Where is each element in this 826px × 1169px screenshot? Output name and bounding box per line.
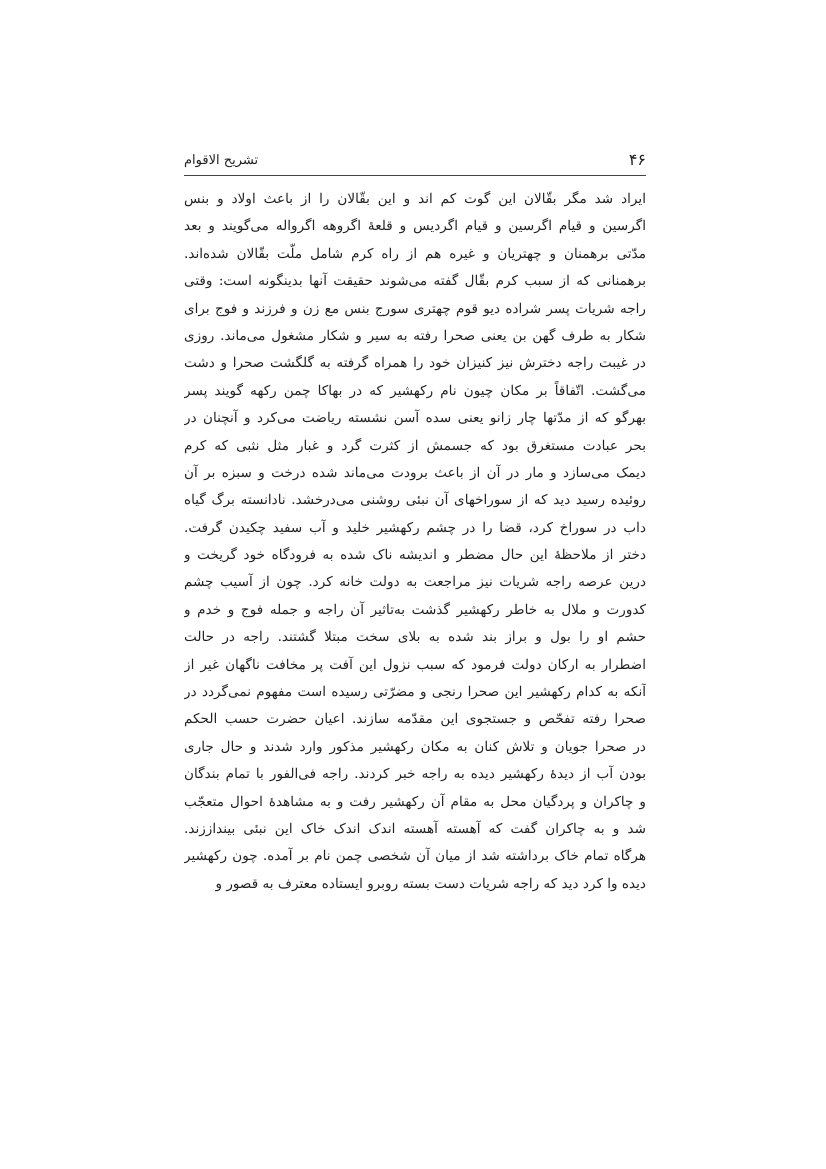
text-line: بحر عبادت مستغرق بود که جسمش از کثرت گرد و غبار مثل نثبی که کرم: [184, 437, 646, 454]
text-line: داب در سوراخ کرد، قضا را در چشم رکهشیر خلید و آب سفید چکیدن گرفت.: [184, 519, 646, 536]
text-line: دختر از ملاحظهٔ این حال مضطر و اندیشه ناک شده به فرودگاه خود گریخت و: [184, 547, 646, 564]
header-rule: [184, 175, 646, 176]
text-line: و چاکران و پردگیان محل به مقام آن رکهشیر رفت و به مشاهدهٔ احوال متعجّب: [184, 793, 646, 810]
page-number: ۴۶: [628, 150, 646, 169]
body-text: [184, 186, 646, 898]
text-line: آنکه به کدام رکهشیر این صحرا رنجی و مضرّتی رسیده است مفهوم نمی‌گردد در: [184, 684, 646, 701]
text-line: برهمنانی که از سبب کرم بقّال گفته می‌شوند حقیقت آنها بدینگونه است: وقتی: [184, 273, 646, 290]
text-line: دیده وا کرد دید که راجه شریات دست بسته روبرو ایستاده معترف به قصور و: [215, 875, 646, 892]
text-line: حشم او را بول و براز بند شده به بلای سخت مبتلا گشتند. راجه در حالت: [184, 629, 646, 646]
text-line: روئیده رسید دید که از سوراخهای آن نبئی روشنی می‌درخشد. نادانسته برگ گیاه: [184, 492, 646, 509]
text-line: مدّتی برهمنان و چهتریان و غیره هم از راه کرم شامل ملّت بقّالان شده‌اند.: [184, 245, 646, 262]
running-title: تشریح الاقوام: [184, 153, 259, 168]
page-header: [184, 150, 646, 176]
text-line: بودن آب از دیدهٔ رکهشیر دیده به راجه خبر کردند. راجه فی‌الفور با تمام بندگان: [184, 766, 646, 783]
text-line: شد و به چاکران گفت که آهسته آهسته اندک اندک خاک این نبئی بینداززند.: [184, 820, 646, 837]
text-line: درین عرصه راجه شریات نیز مراجعت به دولت خانه کرد. چون از آسیب چشم: [184, 574, 646, 591]
text-line: دیمک می‌سازد و مار در آن از باعث برودت می‌ماند شده درخت و سبزه بر آن: [184, 464, 646, 481]
text-line: در غیبت راجه دخترش نیز کنیزان خود را همراه گرفته به گلگشت صحرا و دشت: [184, 355, 646, 372]
text-line: بهرگو که از مدّتها چار زانو یعنی سده آسن نشسته ریاضت می‌کرد و آنچنان در: [184, 410, 646, 427]
text-line: شکار به طرف گهن بن یعنی صحرا رفته به سیر و شکار مشغول می‌ماند. روزی: [184, 327, 646, 344]
text-line: در صحرا جویان و تلاش کنان به مکان رکهشیر مذکور وارد شدند و حال جاری: [184, 738, 646, 755]
text-line: راجه شریات پسر شراده دیو قوم چهتری سورج بنس مع زن و فرزند و فوج برای: [184, 300, 646, 317]
text-line: اگرسین و قیام اگرسین و قیام اگردیس و قلعهٔ اگروهه اگرواله می‌گویند و بعد: [184, 218, 646, 235]
text-line: می‌گشت. اتّفاقاً بر مکان چیون نام رکهشیر که در بهاکا چمن رکهه گویند پسر: [184, 382, 646, 399]
text-line: هرگاه تمام خاک برداشته شد از میان آن شخصی چمن نام بر آمده. چون رکهشیر: [184, 848, 646, 865]
text-line: اضطرار به ارکان دولت فرمود که سبب نزول این آفت پر مخافت ناگهان غیر از: [184, 656, 646, 673]
text-line: کدورت و ملال به خاطر رکهشیر گذشت به‌تاثیر آن راجه و جمله فوج و خدم و: [184, 601, 646, 618]
text-line: صحرا رفته تفحّص و جستجوی این مقدّمه سازند. اعیان حضرت حسب الحکم: [184, 711, 646, 728]
text-line: ایراد شد مگر بقّالان این گوت کم اند و این بقّالان را از باعث اولاد و بنس: [184, 191, 646, 207]
